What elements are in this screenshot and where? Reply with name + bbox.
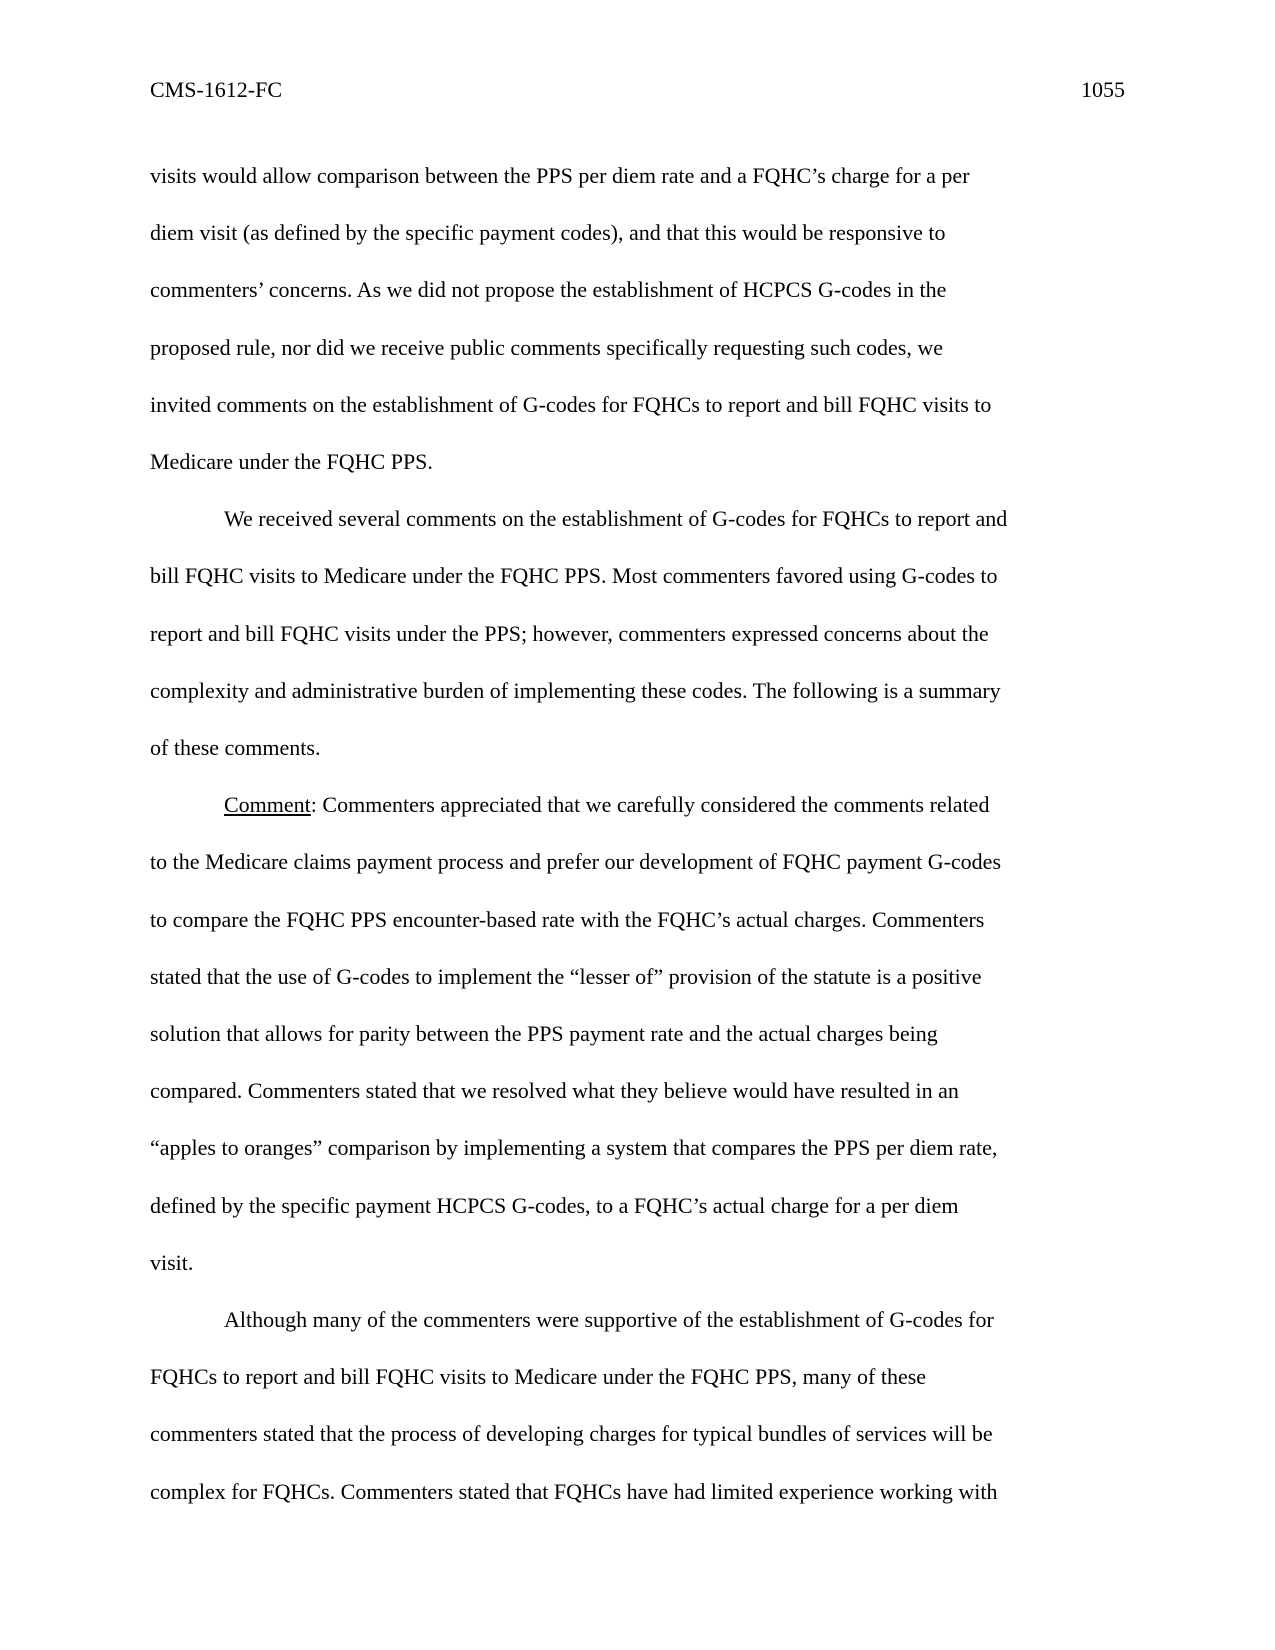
text-line-content: Although many of the commenters were supportive of the establishment of G-codes for — [224, 1307, 994, 1333]
text-line: invited comments on the establishment of G-codes for FQHCs to report and bill FQHC visits to — [150, 391, 992, 417]
text-line: Medicare under the FQHC PPS. — [150, 449, 433, 475]
text-line-content: : Commenters appreciated that we carefully considered the comments related — [310, 792, 990, 818]
text-line: diem visit (as defined by the specific payment codes), and that this would be responsive to — [150, 220, 946, 246]
text-line: complexity and administrative burden of implementing these codes. The following is a summary — [150, 677, 1001, 703]
text-line: complex for FQHCs. Commenters stated that FQHCs have had limited experience working with — [150, 1478, 998, 1504]
paragraph-4 — [150, 1291, 1125, 1520]
text-line: to compare the FQHC PPS encounter-based rate with the FQHC’s actual charges. Commenters — [150, 906, 985, 932]
document-id: CMS-1612-FC — [150, 77, 283, 102]
text-line: of these comments. — [150, 735, 321, 761]
paragraph-2 — [150, 490, 1125, 776]
text-line: visit. — [150, 1249, 194, 1275]
comment-paragraph — [150, 776, 1125, 1291]
text-line: compared. Commenters stated that we resolved what they believe would have resulted in an — [150, 1078, 959, 1104]
text-line: report and bill FQHC visits under the PPS; however, commenters expressed concerns about the — [150, 620, 989, 646]
text-line: “apples to oranges” comparison by implementing a system that compares the PPS per diem rate, — [150, 1135, 998, 1161]
text-line: solution that allows for parity between the PPS payment rate and the actual charges being — [150, 1021, 938, 1047]
text-line: visits would allow comparison between the PPS per diem rate and a FQHC’s charge for a per — [150, 163, 970, 188]
text-line — [150, 1291, 1125, 1348]
text-line: to the Medicare claims payment process and prefer our development of FQHC payment G-codes — [150, 849, 1002, 875]
text-line: FQHCs to report and bill FQHC visits to Medicare under the FQHC PPS, many of these — [150, 1364, 927, 1390]
page-header — [150, 76, 1125, 104]
body-text — [150, 147, 1125, 1520]
text-line: defined by the specific payment HCPCS G-codes, to a FQHC’s actual charge for a per diem — [150, 1192, 959, 1218]
text-line-content: We received several comments on the establishment of G-codes for FQHCs to report and — [224, 506, 1008, 532]
text-line: bill FQHC visits to Medicare under the FQHC PPS. Most commenters favored using G-codes to — [150, 563, 998, 589]
text-line: proposed rule, nor did we receive public comments specifically requesting such codes, we — [150, 334, 943, 360]
text-line — [150, 776, 1125, 833]
text-line: commenters stated that the process of developing charges for typical bundles of services will be — [150, 1421, 993, 1447]
page-number: 1055 — [1081, 77, 1125, 102]
paragraph-1 — [150, 147, 1125, 490]
comment-label: Comment — [224, 792, 311, 818]
text-line: commenters’ concerns. As we did not propose the establishment of HCPCS G-codes in the — [150, 277, 947, 303]
text-line — [150, 490, 1125, 547]
text-line: stated that the use of G-codes to implement the “lesser of” provision of the statute is a positive — [150, 963, 982, 989]
